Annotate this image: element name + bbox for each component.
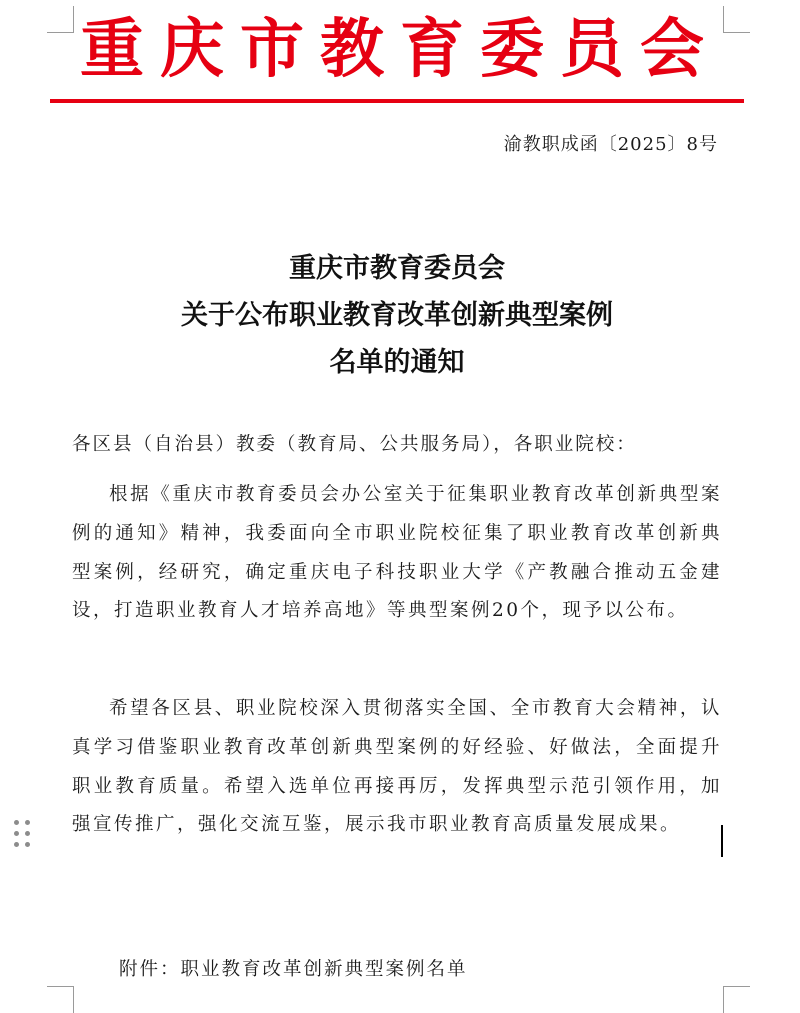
document-title-line: 重庆市教育委员会: [289, 253, 505, 284]
document-title-line: 关于公布职业教育改革创新典型案例: [181, 300, 613, 331]
body-paragraph[interactable]: 根据《重庆市教育委员会办公室关于征集职业教育改革创新典型案例的通知》精神，我委面向全市职业院校征集了职业教育改革创新典型案例，经研究，确定重庆电子科技职业大学《产教融合推动五金建设，打造职业教育人才培养高地》等典型案例20个，现予以公布。: [72, 484, 722, 622]
document-number: 渝教职成函〔2025〕8号: [503, 134, 718, 155]
page-corner-mark-bottom-left: [47, 986, 74, 1013]
document-title-line: 名单的通知: [329, 347, 465, 378]
masthead-title: 重庆市教育委员会: [80, 12, 720, 87]
masthead-red-rule: [50, 99, 744, 103]
attachment-line: 附件：职业教育改革创新典型案例名单: [119, 959, 468, 980]
body-paragraph[interactable]: 希望各区县、职业院校深入贯彻落实全国、全市教育大会精神，认真学习借鉴职业教育改革创新典型案例的好经验、好做法，全面提升职业教育质量。希望入选单位再接再厉，发挥典型示范引领作用，加强宣传推广，强化交流互鉴，展示我市职业教育高质量发展成果。: [72, 698, 722, 836]
document-title: [72, 245, 722, 386]
text-cursor: [721, 825, 723, 857]
salutation: 各区县（自治县）教委（教育局、公共服务局），各职业院校：: [72, 434, 637, 455]
page-corner-mark-bottom-right: [723, 986, 750, 1013]
drag-handle-icon[interactable]: [12, 818, 34, 850]
